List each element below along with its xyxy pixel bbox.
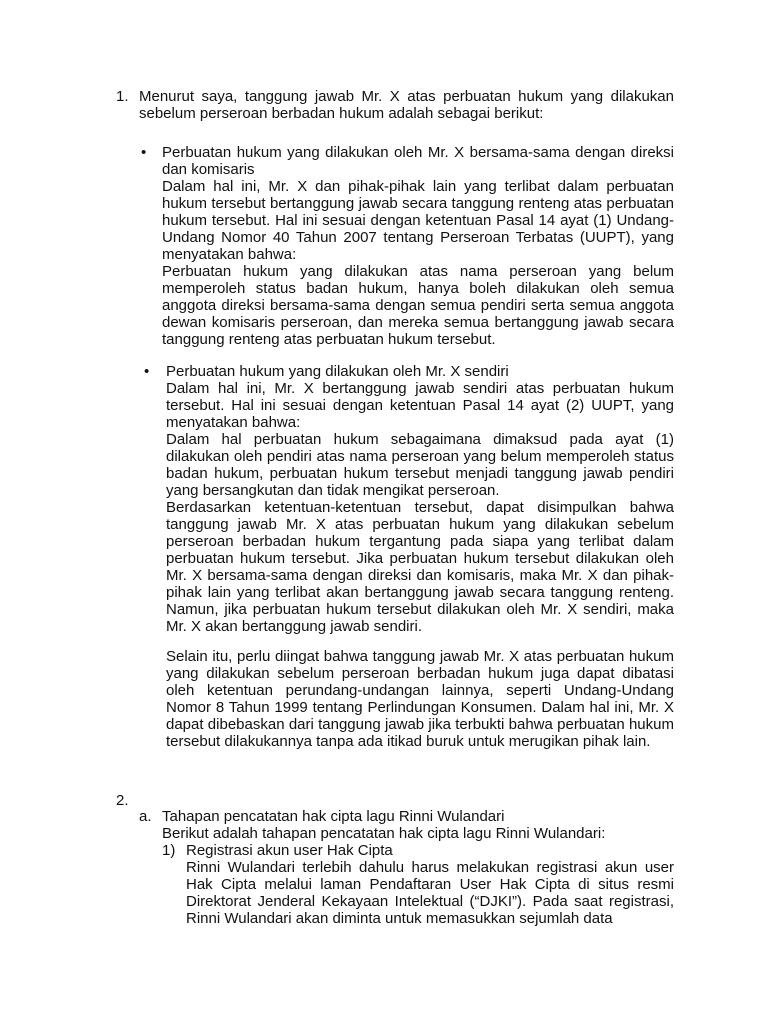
bullet-2-quote: Dalam hal perbuatan hukum sebagaimana dimaksud pada ayat (1) dilakukan oleh pendiri atas nama perseroan yang belum memperoleh status badan hukum, perbuatan hukum tersebut menjadi tanggung jawab pendiri yang bersangkutan dan tidak mengikat perseroan.: [166, 431, 674, 499]
item-1-number: 1.: [116, 88, 129, 105]
bullet-2-conclusion: Berdasarkan ketentuan-ketentuan tersebut, dapat disimpulkan bahwa tanggung jawab Mr. X atas perbuatan hukum yang dilakukan sebelum perseroan berbadan hukum tergantung pada siapa yang terlibat dalam perbuatan hukum tersebut. Jika perbuatan hukum tersebut dilakukan oleh Mr. X bersama-sama dengan direksi dan komisaris, maka Mr. X dan pihak-pihak lain yang terlibat akan bertanggung jawab secara tanggung renteng. Namun, jika perbuatan hukum tersebut dilakukan oleh Mr. X sendiri, maka Mr. X akan bertanggung jawab sendiri.: [166, 499, 674, 635]
bullet-1-quote: Perbuatan hukum yang dilakukan atas nama perseroan yang belum memperoleh status badan hukum, hanya boleh dilakukan oleh semua anggota direksi bersama-sama dengan semua pendiri serta semua anggota dewan komisaris perseroan, dan mereka semua bertanggung jawab secara tanggung renteng atas perbuatan hukum tersebut.: [162, 263, 674, 348]
sub-a-marker: a.: [139, 808, 152, 825]
sub-a-intro: Berikut adalah tahapan pencatatan hak cipta lagu Rinni Wulandari:: [162, 825, 606, 842]
step-1-title: Registrasi akun user Hak Cipta: [186, 842, 393, 859]
bullet-2-title: Perbuatan hukum yang dilakukan oleh Mr. X sendiri: [166, 363, 509, 380]
sub-a-title: Tahapan pencatatan hak cipta lagu Rinni Wulandari: [162, 808, 505, 825]
bullet-2-marker: •: [144, 363, 150, 380]
bullet-1-paragraph: Dalam hal ini, Mr. X dan pihak-pihak lain yang terlibat dalam perbuatan hukum tersebut bertanggung jawab secara tanggung renteng atas perbuatan hukum tersebut. Hal ini sesuai dengan ketentuan Pasal 14 ayat (1) Undang-Undang Nomor 40 Tahun 2007 tentang Perseroan Terbatas (UUPT), yang menyatakan bahwa:: [162, 178, 674, 263]
step-1-body: Rinni Wulandari terlebih dahulu harus melakukan registrasi akun user Hak Cipta melalui laman Pendaftaran User Hak Cipta di situs resmi Direktorat Jenderal Kekayaan Intelektual (“DJKI”). Pada saat registrasi, Rinni Wulandari akan diminta untuk memasukkan sejumlah data: [186, 859, 674, 927]
item-2-number: 2.: [116, 792, 129, 809]
item-1-intro: Menurut saya, tanggung jawab Mr. X atas perbuatan hukum yang dilakukan sebelum perseroan berbadan hukum adalah sebagai berikut:: [139, 88, 674, 122]
bullet-1-title: Perbuatan hukum yang dilakukan oleh Mr. X bersama-sama dengan direksi dan komisaris: [162, 144, 674, 178]
bullet-2-paragraph: Dalam hal ini, Mr. X bertanggung jawab sendiri atas perbuatan hukum tersebut. Hal ini sesuai dengan ketentuan Pasal 14 ayat (2) UUPT, yang menyatakan bahwa:: [166, 380, 674, 431]
step-1-marker: 1): [162, 842, 176, 859]
bullet-2: [166, 363, 674, 635]
bullet-1: [162, 144, 674, 348]
closing-paragraph: Selain itu, perlu diingat bahwa tanggung jawab Mr. X atas perbuatan hukum yang dilakukan sebelum perseroan berbadan hukum juga dapat dibatasi oleh ketentuan perundang-undangan lainnya, seperti Undang-Undang Nomor 8 Tahun 1999 tentang Perlindungan Konsumen. Dalam hal ini, Mr. X dapat dibebaskan dari tanggung jawab jika terbukti bahwa perbuatan hukum tersebut dilakukannya tanpa ada itikad buruk untuk merugikan pihak lain.: [166, 648, 674, 750]
bullet-1-marker: •: [141, 144, 147, 161]
